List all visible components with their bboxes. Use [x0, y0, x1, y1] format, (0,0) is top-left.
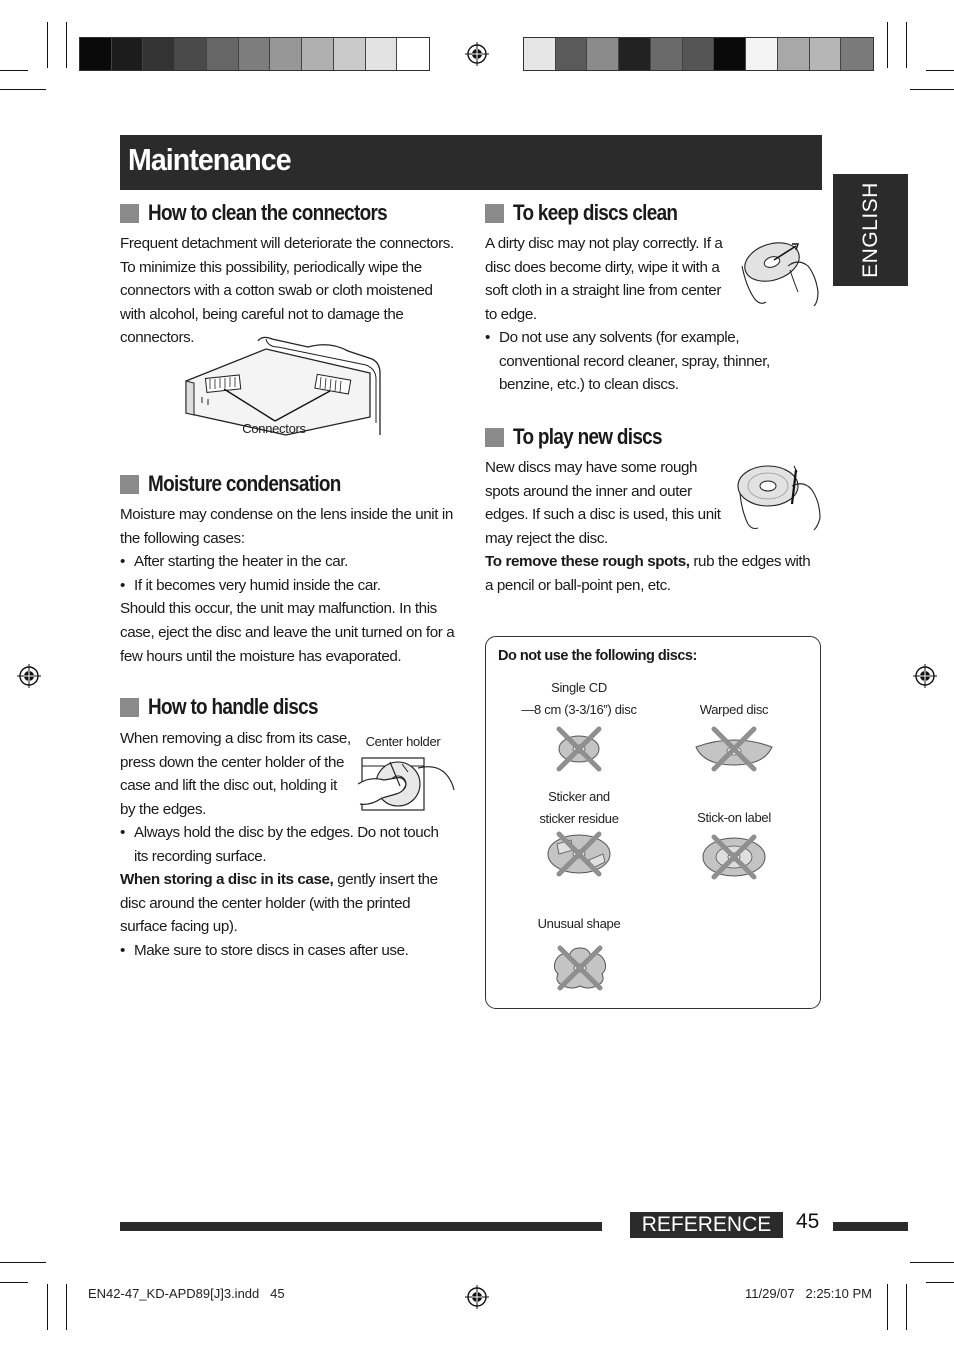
- page-title: Maintenance: [128, 142, 291, 177]
- crop-mark: [926, 70, 954, 71]
- section-heading-keep-clean: To keep discs clean: [485, 200, 704, 226]
- warped-disc-icon: [692, 725, 776, 773]
- center-holder-label: Center holder: [365, 734, 441, 749]
- handle-discs-body: • Always hold the disc by the edges. Do not touch its recording surface. When storing a disc in its case, gently insert the disc around the center holder (with the printed surface facing up). • Make sure to store discs in cases after use.: [120, 821, 456, 963]
- language-tab-label: ENGLISH: [858, 182, 882, 278]
- slug-file-name: EN42-47_KD-APD89[J]3.indd 45: [88, 1286, 285, 1301]
- color-swatch-bar-right: [523, 37, 874, 71]
- stick-on-label-label: Stick-on label: [697, 810, 771, 825]
- registration-mark-icon: [465, 1285, 489, 1309]
- crop-mark: [66, 1284, 67, 1330]
- new-discs-paragraph: New discs may have some rough spots around the inner and outer edges. If such a disc is used, this unit may reject the disc.: [485, 459, 721, 547]
- crop-mark: [906, 1284, 907, 1330]
- color-swatch-bar-left: [79, 37, 430, 71]
- crop-mark: [887, 1284, 888, 1330]
- handle-discs-bullet: • Always hold the disc by the edges. Do not touch its recording surface.: [120, 821, 456, 868]
- registration-mark-icon: [465, 42, 489, 66]
- pencil-on-disc-icon: [734, 460, 824, 532]
- reference-label: REFERENCE: [630, 1212, 783, 1238]
- heading-square-marker: [485, 204, 504, 223]
- crop-mark: [910, 1262, 954, 1263]
- sticker-disc-icon: [545, 830, 613, 878]
- keep-clean-paragraph: A dirty disc may not play correctly. If a disc does become dirty, wipe it with a soft cloth in a straight line from center to edge.: [485, 235, 723, 323]
- crop-mark: [0, 1282, 28, 1283]
- heading-square-marker: [120, 698, 139, 717]
- language-tab: [833, 174, 908, 286]
- registration-mark-icon: [913, 664, 937, 688]
- handle-discs-paragraph: When removing a disc from its case, press down the center holder of the case and lift the disc out, holding it by the edges.: [120, 730, 351, 818]
- keep-clean-bullet-block: [485, 326, 821, 397]
- moisture-body: Moisture may condense on the lens inside the unit in the following cases: • After starting the heater in the car. • If it becomes very humid inside the car. Should this occur, the unit may malfunction. In this case, eject the disc and leave the unit turned on for a few hours until the moisture has evaporated.: [120, 503, 456, 668]
- moisture-bullet: • After starting the heater in the car.: [120, 550, 456, 574]
- single-cd-disc-icon: [553, 725, 605, 773]
- heading-square-marker: [120, 204, 139, 223]
- hand-holding-disc-icon: [356, 754, 456, 816]
- heading-square-marker: [485, 428, 504, 447]
- single-cd-label: Single CD —8 cm (3-3/16”) disc: [521, 680, 637, 717]
- do-not-use-title: Do not use the following discs:: [498, 648, 697, 664]
- slug-date: 11/29/07 2:25:10 PM: [745, 1286, 872, 1301]
- wiping-disc-icon: [738, 236, 822, 308]
- sticker-residue-label: Sticker and sticker residue: [539, 789, 619, 826]
- handle-discs-bullet: • Make sure to store discs in cases after use.: [120, 939, 456, 963]
- section-heading-handle-discs: How to handle discs: [120, 694, 346, 720]
- title-bar: [120, 135, 822, 190]
- crop-mark: [910, 89, 954, 90]
- crop-mark: [47, 22, 48, 68]
- crop-mark: [906, 22, 907, 68]
- crop-mark: [0, 89, 46, 90]
- section-heading-new-discs: To play new discs: [485, 424, 686, 450]
- crop-mark: [926, 1282, 954, 1283]
- section-heading-connectors: How to clean the connectors: [120, 200, 426, 226]
- page-number: 45: [796, 1210, 820, 1233]
- section-heading-moisture: Moisture condensation: [120, 471, 372, 497]
- registration-mark-icon: [17, 664, 41, 688]
- unusual-shape-label: Unusual shape: [537, 916, 621, 931]
- crop-mark: [47, 1284, 48, 1330]
- keep-clean-bullet: • Do not use any solvents (for example, conventional record cleaner, spray, thinner, benzine, etc.) to clean discs.: [485, 326, 821, 397]
- new-discs-remove: To remove these rough spots, rub the edges with a pencil or ball-point pen, etc.: [485, 553, 811, 594]
- footer-rule-right: [833, 1222, 908, 1231]
- heading-square-marker: [120, 475, 139, 494]
- warped-disc-label: Warped disc: [699, 702, 769, 717]
- crop-mark: [0, 1262, 46, 1263]
- unusual-shape-disc-icon: [550, 944, 610, 992]
- crop-mark: [0, 70, 28, 71]
- connectors-paragraph: Frequent detachment will deteriorate the connectors. To minimize this possibility, periodically wipe the connectors with a cotton swab or cloth moistened with alcohol, being careful not to damage the connectors.: [120, 235, 454, 347]
- crop-mark: [66, 22, 67, 68]
- connectors-label: Connectors: [242, 421, 306, 436]
- stick-on-label-disc-icon: [700, 833, 768, 881]
- moisture-bullet: • If it becomes very humid inside the car.: [120, 574, 456, 598]
- crop-mark: [887, 22, 888, 68]
- footer-rule-left: [120, 1222, 602, 1231]
